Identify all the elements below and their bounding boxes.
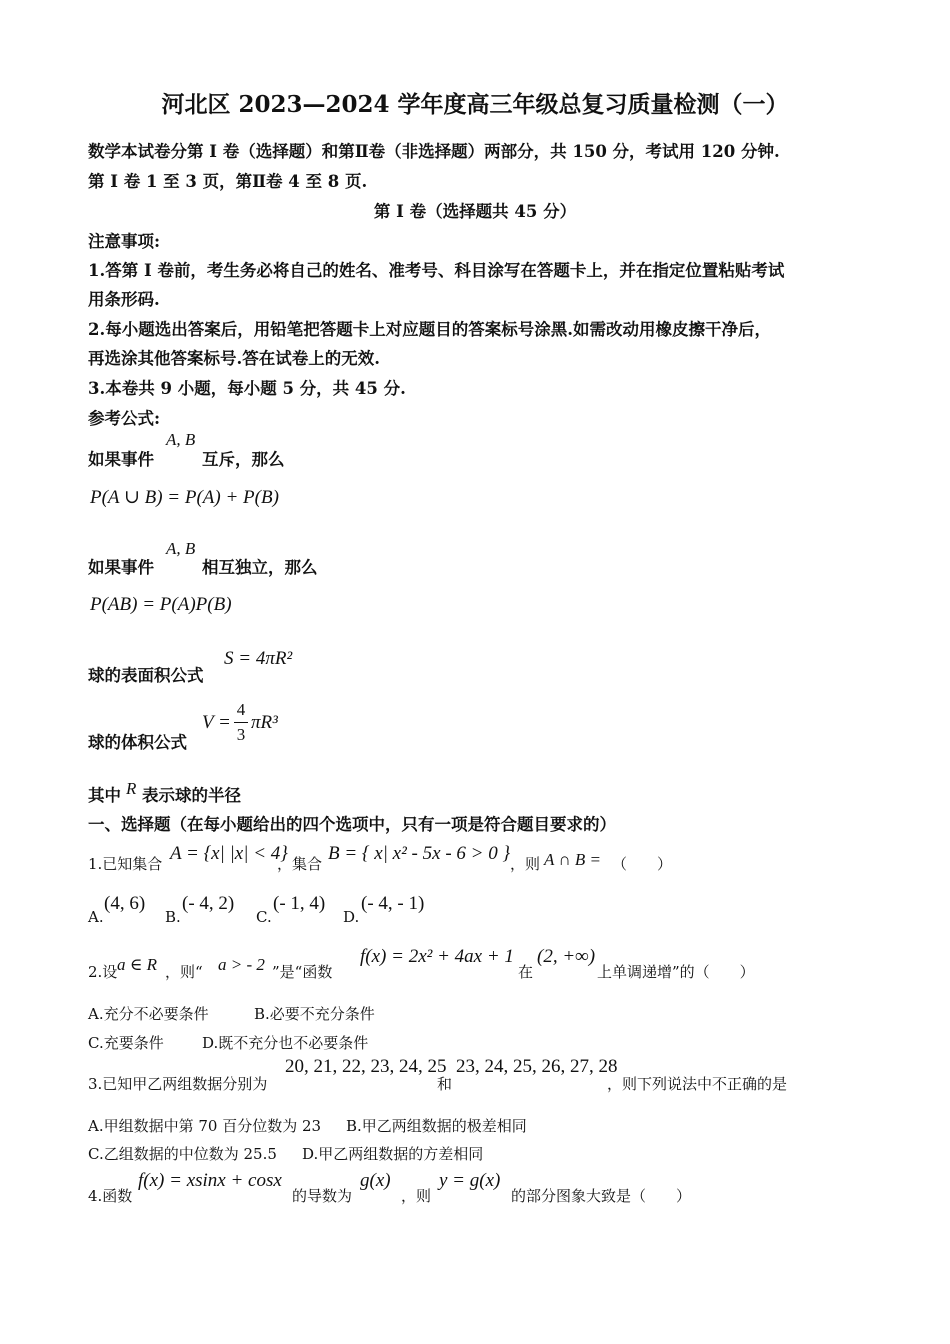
- q3-data-2: 23, 24, 25, 26, 27, 28: [456, 1056, 618, 1077]
- sphere-volume-label: 球的体积公式: [88, 733, 187, 752]
- q4-derivative: g(x): [360, 1170, 391, 1191]
- radius-suffix: 表示球的半径: [142, 786, 241, 805]
- q2-opt-a: A.充分不必要条件: [88, 1005, 209, 1023]
- note-1-line-1: 1.答第 I 卷前，考生务必将自己的姓名、准考号、科目涂写在答题卡上，并在指定位置粘贴考试: [88, 261, 785, 280]
- sphere-volume-denominator: 3: [236, 725, 246, 744]
- q1-ask: A ∩ B =: [544, 850, 601, 869]
- q4-function: f(x) = xsinx + cosx: [138, 1170, 282, 1191]
- section-1-heading: 第 I 卷（选择题共 45 分）: [373, 202, 577, 221]
- exclusive-formula: P(A ∪ B) = P(A) + P(B): [90, 487, 279, 508]
- q3-opt-a: A.甲组数据中第 70 百分位数为 23: [88, 1117, 322, 1135]
- q1-opt-d-label: D.: [343, 908, 360, 926]
- q1-opt-a: (4, 6): [104, 893, 146, 914]
- intro-line-1: 数学本试卷分第 I 卷（选择题）和第Ⅱ卷（非选择题）两部分，共 150 分，考试用 120 分钟.: [88, 142, 780, 161]
- sphere-surface-label: 球的表面积公式: [88, 666, 204, 685]
- sphere-volume-fraction-bar: [234, 722, 248, 723]
- exclusive-vars: A, B: [166, 430, 196, 449]
- radius-var: R: [126, 779, 137, 798]
- sphere-surface-formula: S = 4πR²: [224, 648, 293, 669]
- q2-prefix: 2.设: [88, 963, 118, 981]
- q4-graph: y = g(x): [439, 1170, 501, 1191]
- q2-mid-2: ”是“函数: [272, 963, 333, 981]
- q4-suffix: 的部分图象大致是（ ）: [511, 1187, 692, 1205]
- note-1-line-2: 用条形码.: [88, 290, 160, 309]
- q1-paren: （ ）: [612, 855, 673, 873]
- sphere-volume-numerator: 4: [236, 700, 246, 719]
- sphere-volume-lhs: V =: [202, 712, 231, 733]
- q1-opt-c: (- 1, 4): [273, 893, 326, 914]
- note-3: 3.本卷共 9 小题，每小题 5 分，共 45 分.: [88, 379, 406, 398]
- q1-opt-b-label: B.: [165, 908, 181, 926]
- q1-mid: ，集合: [277, 855, 323, 873]
- q2-opt-d: D.既不充分也不必要条件: [202, 1034, 369, 1052]
- exclusive-prefix: 如果事件: [88, 450, 154, 469]
- q1-opt-d: (- 4, - 1): [361, 893, 425, 914]
- radius-prefix: 其中: [88, 786, 121, 805]
- q4-mid-2: ，则: [401, 1187, 432, 1205]
- exclusive-suffix: 互斥，那么: [202, 450, 285, 469]
- q2-function: f(x) = 2x² + 4ax + 1: [360, 946, 514, 967]
- q3-opt-d: D.甲乙两组数据的方差相同: [302, 1145, 484, 1163]
- q1-prefix: 1.已知集合: [88, 855, 163, 873]
- independent-suffix: 相互独立，那么: [202, 558, 318, 577]
- q2-suffix: 上单调递增”的（ ）: [597, 963, 755, 981]
- independent-formula: P(AB) = P(A)P(B): [90, 594, 232, 615]
- q3-prefix: 3.已知甲乙两组数据分别为: [88, 1075, 268, 1093]
- q1-opt-a-label: A.: [88, 908, 104, 926]
- q1-opt-b: (- 4, 2): [182, 893, 235, 914]
- q1-opt-c-label: C.: [256, 908, 272, 926]
- q1-set-b: B = { x| x² - 5x - 6 > 0 }: [328, 843, 511, 864]
- q3-data-1: 20, 21, 22, 23, 24, 25: [285, 1056, 447, 1077]
- q1-set-a: A = {x| |x| < 4}: [170, 843, 288, 864]
- note-2-line-2: 再选涂其他答案标号.答在试卷上的无效.: [88, 349, 380, 368]
- formulas-heading: 参考公式:: [88, 409, 161, 428]
- q2-interval: (2, +∞): [537, 946, 596, 967]
- q4-mid-1: 的导数为: [292, 1187, 353, 1205]
- notes-heading: 注意事项:: [88, 232, 161, 251]
- exam-title: 河北区 2023—2024 学年度高三年级总复习质量检测（一）: [161, 91, 789, 118]
- independent-vars: A, B: [166, 539, 196, 558]
- q1-suffix: ，则: [510, 855, 541, 873]
- q2-a-condition: a > - 2: [218, 955, 265, 974]
- q4-prefix: 4.函数: [88, 1187, 133, 1205]
- q2-mid-3: 在: [518, 963, 534, 981]
- q3-mid: 和: [437, 1075, 453, 1093]
- sphere-volume-rest: πR³: [251, 712, 278, 733]
- note-2-line-1: 2.每小题选出答案后，用铅笔把答题卡上对应题目的答案标号涂黑.如需改动用橡皮擦干净后，: [88, 320, 771, 339]
- q2-condition: a ∈ R: [117, 955, 157, 974]
- q2-opt-c: C.充要条件: [88, 1034, 164, 1052]
- q3-suffix: ，则下列说法中不正确的是: [607, 1075, 788, 1093]
- part-1-heading: 一、选择题（在每小题给出的四个选项中，只有一项是符合题目要求的）: [88, 815, 616, 834]
- q2-mid-1: ，则“: [165, 963, 203, 981]
- q3-opt-c: C.乙组数据的中位数为 25.5: [88, 1145, 277, 1163]
- intro-line-2: 第 I 卷 1 至 3 页，第Ⅱ卷 4 至 8 页.: [88, 172, 368, 191]
- independent-prefix: 如果事件: [88, 558, 154, 577]
- q2-opt-b: B.必要不充分条件: [254, 1005, 375, 1023]
- q3-opt-b: B.甲乙两组数据的极差相同: [346, 1117, 527, 1135]
